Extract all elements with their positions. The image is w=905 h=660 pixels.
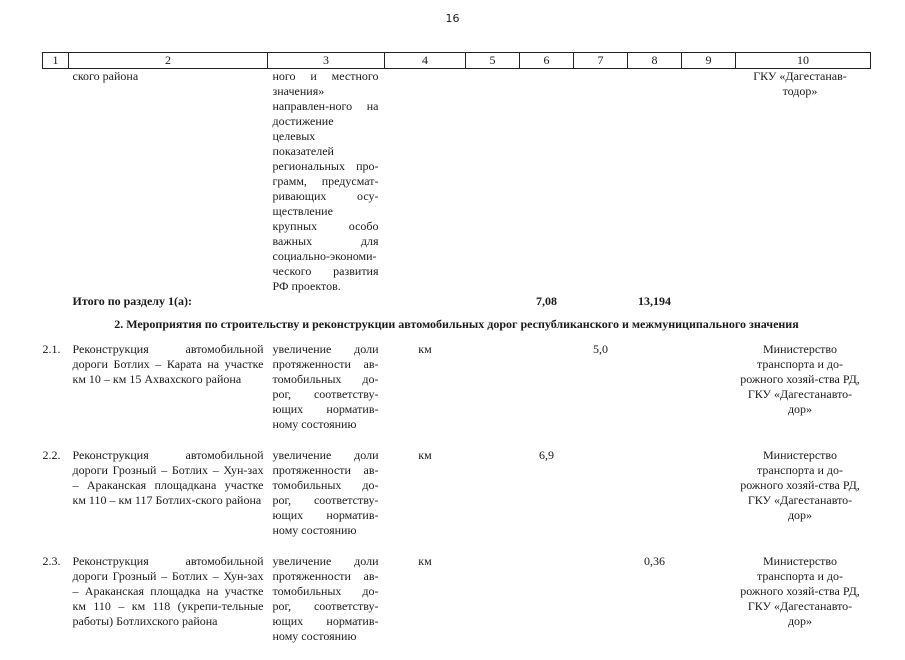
row-col8 — [628, 342, 682, 448]
row-unit: км — [418, 448, 432, 462]
row-indicator: увеличение доли протяженности ав-томобильных до-рог, соответству-ющих норматив-ному состоянию — [272, 342, 379, 431]
header-col-6: 6 — [520, 53, 574, 69]
row-col7: 5,0 — [593, 342, 608, 356]
header-col-10: 10 — [736, 53, 871, 69]
program-table — [42, 52, 871, 660]
continuation-row — [43, 69, 871, 295]
row-col9 — [682, 448, 736, 554]
table-row — [43, 342, 871, 448]
header-col-7: 7 — [574, 53, 628, 69]
continuation-executor: ГКУ «Дагестанав-тодор» — [753, 69, 847, 98]
row-indicator: увеличение доли протяженности ав-томобильных до-рог, соответству-ющих норматив-ному состоянию — [272, 448, 379, 537]
row-unit: км — [418, 342, 432, 356]
row-number: 2.1. — [42, 342, 61, 356]
header-col-5: 5 — [466, 53, 520, 69]
row-name: Реконструкция автомобильной дороги Грозный – Ботлих – Хун-зах – Араканская площадка на участке км 110 – км 118 (укрепи-тельные работы) Ботлихского района — [72, 554, 264, 628]
row-executor: Министерство транспорта и до-рожного хозяй-ства РД, ГКУ «Дагестанавто-дор» — [740, 448, 860, 522]
header-col-2: 2 — [69, 53, 268, 69]
row-col8: 0,36 — [644, 554, 665, 568]
row-col7 — [574, 554, 628, 660]
row-col7 — [574, 448, 628, 554]
header-col-9: 9 — [682, 53, 736, 69]
row-unit: км — [418, 554, 432, 568]
header-col-4: 4 — [385, 53, 466, 69]
row-executor: Министерство транспорта и до-рожного хозяй-ства РД, ГКУ «Дагестанавто-дор» — [740, 342, 860, 416]
header-col-3: 3 — [268, 53, 385, 69]
row-col8 — [628, 448, 682, 554]
row-col5 — [466, 448, 520, 554]
row-col6 — [520, 342, 574, 448]
header-row — [43, 53, 871, 69]
total-label: Итого по разделу 1(а): — [72, 294, 193, 308]
page-number: 16 — [445, 12, 460, 25]
total-row — [43, 294, 871, 309]
row-col6: 6,9 — [539, 448, 554, 462]
row-indicator: увеличение доли протяженности ав-томобильных до-рог, соответству-ющих норматив-ному состоянию — [272, 554, 379, 643]
table-row — [43, 554, 871, 660]
continuation-indicator: ного и местного значения» направлен-ного на достижение целевых показателей региональных про-грамм, предусмат-ривающих осу-ществление крупных особо важных для социально-экономи-ческого развития РФ проектов. — [272, 69, 379, 293]
row-col5 — [466, 342, 520, 448]
row-executor: Министерство транспорта и до-рожного хозяй-ства РД, ГКУ «Дагестанавто-дор» — [740, 554, 860, 628]
header-col-8: 8 — [628, 53, 682, 69]
row-name: Реконструкция автомобильной дороги Грозный – Ботлих – Хун-зах – Араканская площадкана участке км 110 – км 117 Ботлих-ского района — [72, 448, 264, 507]
row-number: 2.3. — [42, 554, 61, 568]
row-col6 — [520, 554, 574, 660]
continuation-name: ского района — [72, 69, 139, 83]
section-2-title: 2. Мероприятия по строительству и реконструкции автомобильных дорог республиканского и межмуниципального значения — [114, 317, 799, 331]
row-number: 2.2. — [42, 448, 61, 462]
total-col6: 7,08 — [536, 294, 557, 308]
row-col5 — [466, 554, 520, 660]
row-name: Реконструкция автомобильной дороги Ботлих – Карата на участке км 10 – км 15 Ахвахского района — [72, 342, 264, 386]
row-col9 — [682, 342, 736, 448]
total-col8: 13,194 — [638, 294, 671, 308]
section-heading-row — [43, 309, 871, 342]
table-row — [43, 448, 871, 554]
row-col9 — [682, 554, 736, 660]
header-col-1: 1 — [43, 53, 69, 69]
